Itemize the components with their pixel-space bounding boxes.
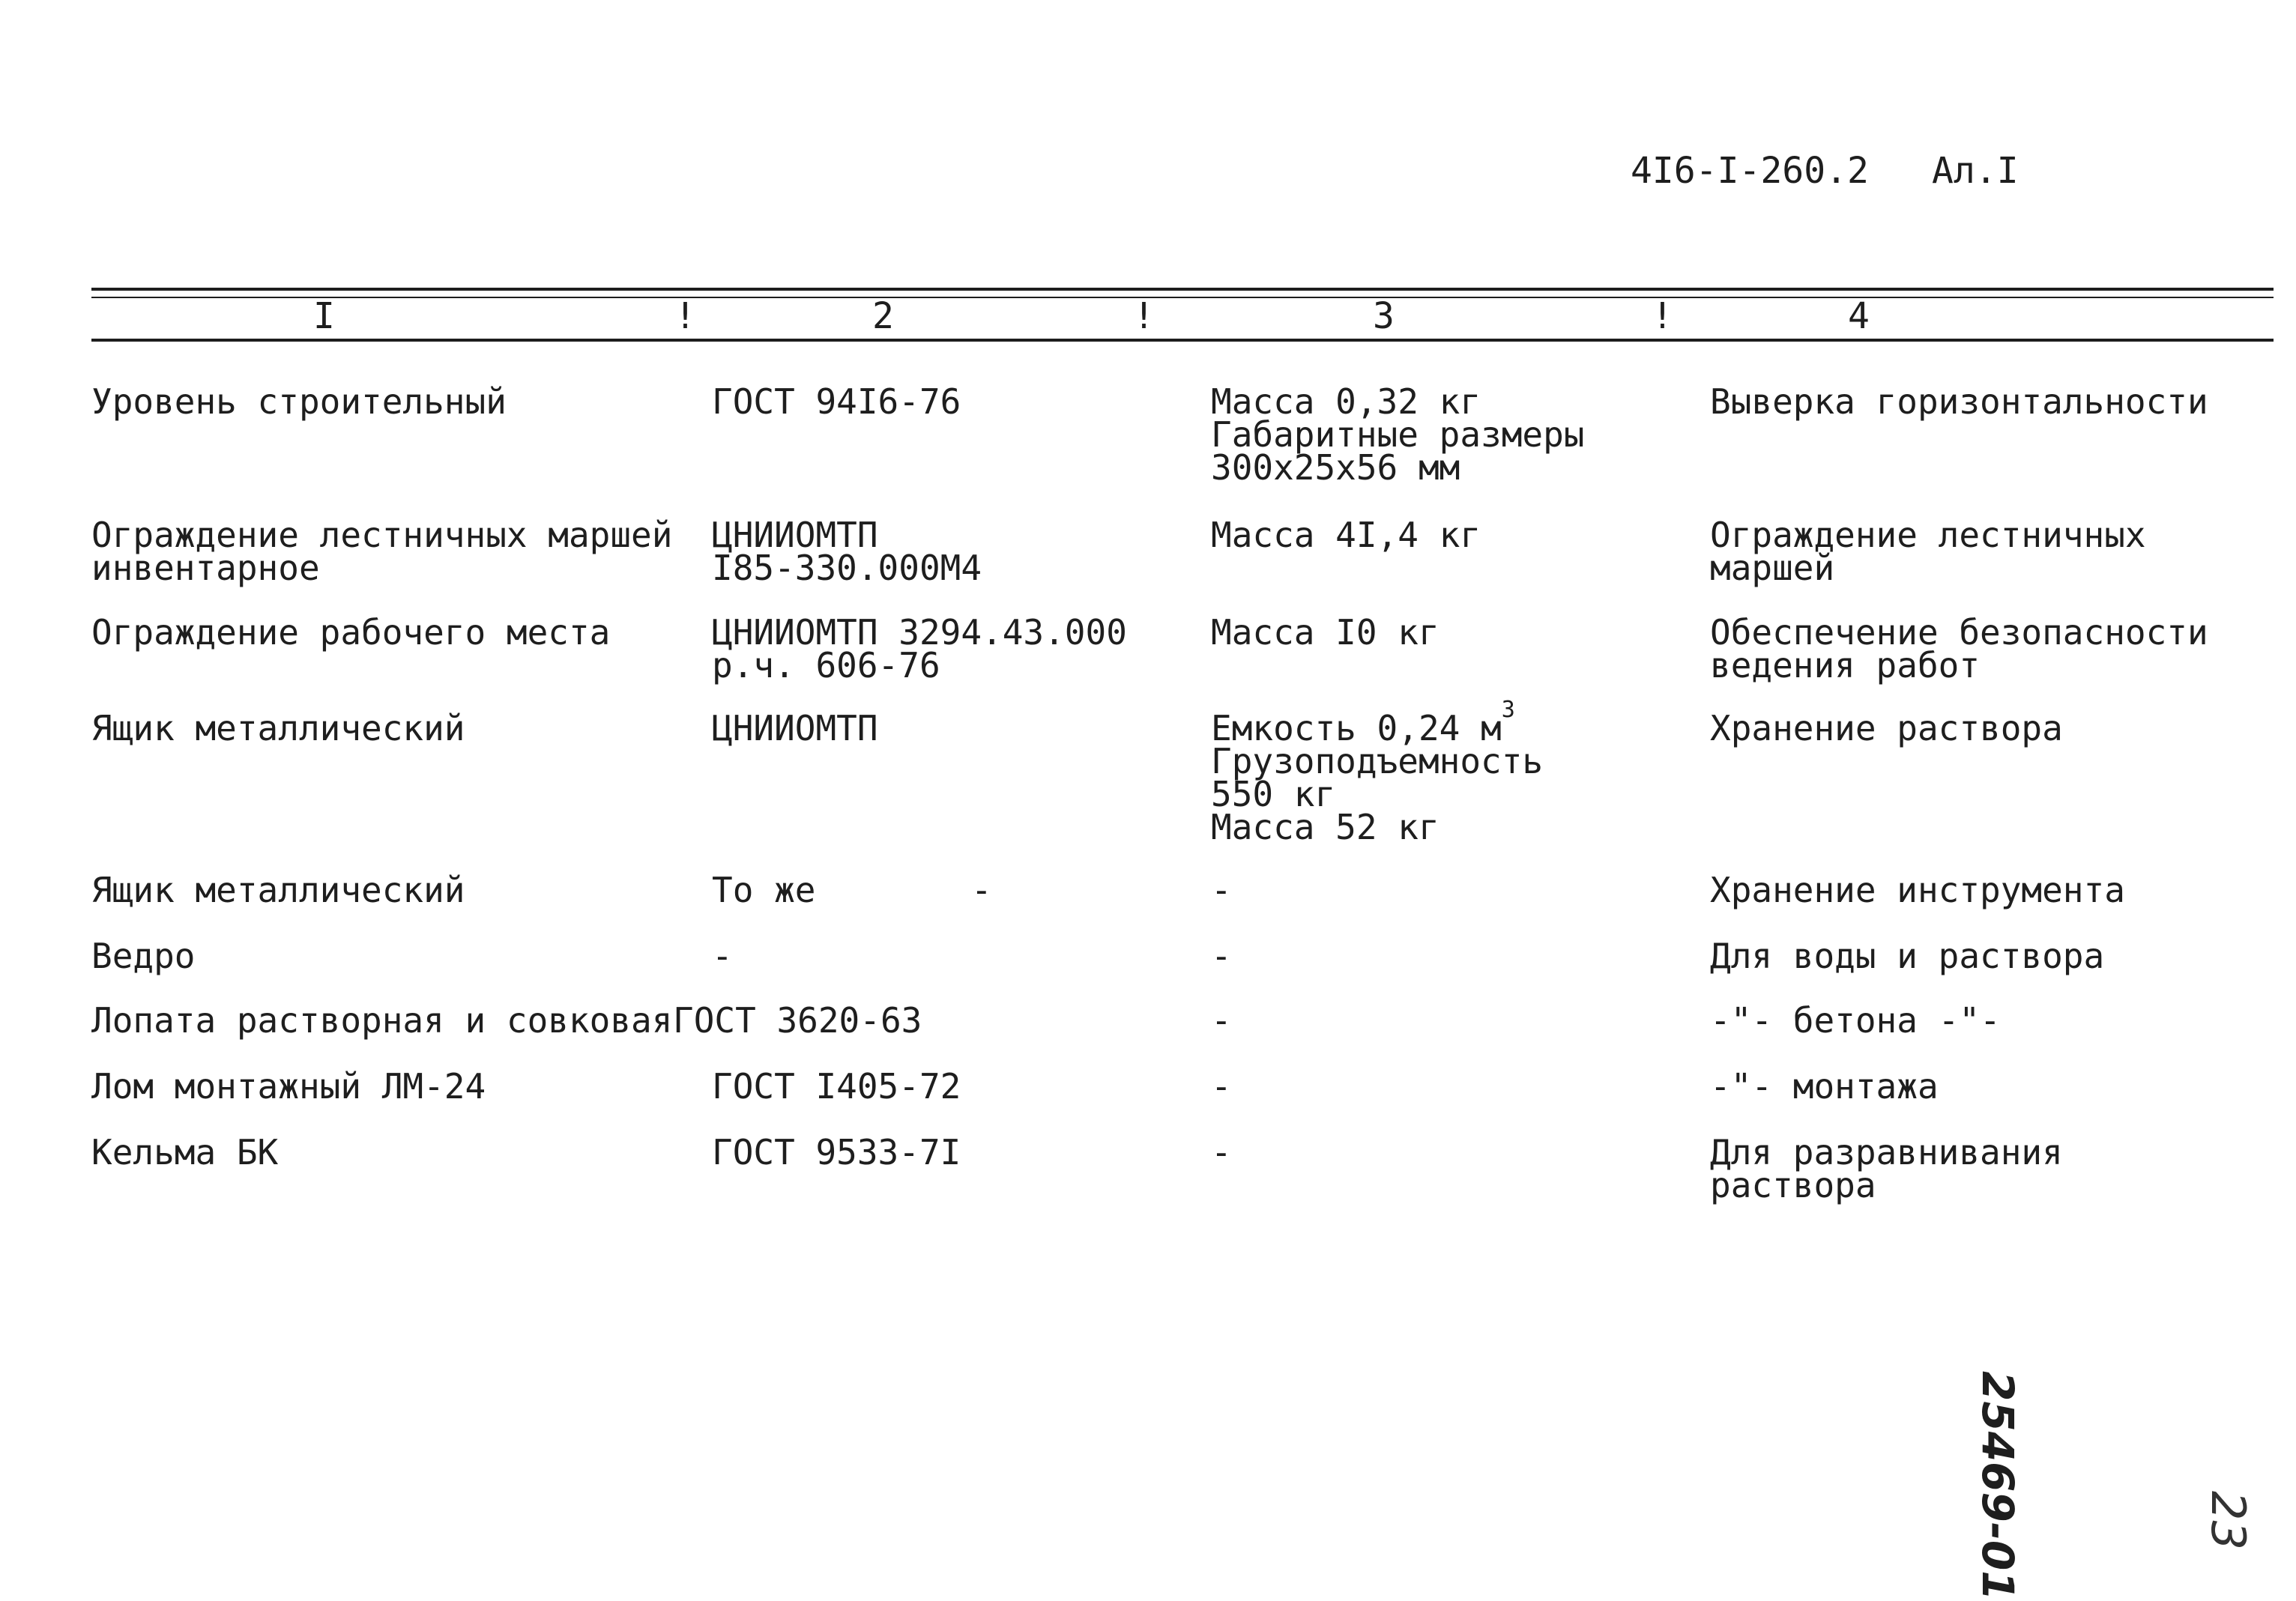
table-cell-line: маршей	[1710, 548, 1835, 588]
table-cell-line: ведения работ	[1710, 645, 1981, 686]
table-cell-line: -	[1211, 870, 1232, 910]
row-3-col-2	[712, 612, 1127, 686]
table-cell-line: I85-330.000M4	[712, 548, 982, 588]
table-cell-line: Хранение инструмента	[1710, 870, 2125, 910]
row-1-col-4	[1710, 381, 2208, 422]
row-9-col-1	[91, 1132, 279, 1172]
row-1-col-1	[91, 381, 507, 422]
row-9-col-2	[712, 1132, 961, 1172]
table-cell-line: 550 кг	[1211, 774, 1336, 814]
table-cell-line: Масса 0,32 кг	[1211, 381, 1481, 422]
row-8-col-4	[1710, 1066, 1939, 1107]
row-5-col-4	[1710, 870, 2125, 910]
row-1-col-3	[1211, 381, 1585, 488]
table-cell-line: ЦНИИОМТП 3294.43.000	[712, 612, 1127, 653]
table-cell-line: -	[1211, 936, 1232, 976]
table-cell-line: Габаритные размеры	[1211, 414, 1585, 455]
row-3-col-1	[91, 612, 611, 653]
table-cell-line: р.ч. 606-76	[712, 645, 940, 686]
row-5-col-2-dash: -	[971, 870, 992, 910]
table-cell-line: Грузоподъемность	[1211, 741, 1544, 781]
row-6-col-2	[712, 936, 733, 976]
row-4-col-3	[1211, 697, 1544, 847]
row-5-col-1	[91, 870, 465, 910]
table-cell-line: Ящик металлический	[91, 870, 465, 910]
row-3-col-3	[1211, 612, 1439, 653]
row-6-col-1	[91, 936, 196, 976]
row-2-col-4	[1710, 515, 2146, 588]
column-number-1: I	[313, 295, 335, 337]
table-cell-line: -	[1211, 1132, 1232, 1172]
row-7-col-4	[1710, 1000, 2001, 1041]
table-cell-line: Обеспечение безопасности	[1710, 612, 2208, 653]
table-cell-line: Ограждение рабочего места	[91, 612, 611, 653]
table-cell-line: ГОСТ 9533-7I	[712, 1132, 961, 1172]
table-cell-line: Ведро	[91, 936, 196, 976]
archive-number-handwritten: 25469-01	[1972, 1371, 2023, 1601]
table-cell-line: Масса 4I,4 кг	[1211, 515, 1481, 555]
table-cell-line: ЦНИИОМТП	[712, 708, 878, 748]
superscript-cubic: 3	[1501, 697, 1515, 723]
document-code: 4I6-I-260.2	[1631, 150, 1869, 192]
row-5-col-3	[1211, 870, 1232, 910]
table-cell-line: ГОСТ 94I6-76	[712, 381, 961, 422]
table-cell-line: Масса I0 кг	[1211, 612, 1439, 653]
table-cell-line: -	[1211, 1000, 1232, 1041]
row-4-col-2	[712, 708, 878, 748]
table-top-rule	[91, 288, 2274, 291]
table-cell-line: ГОСТ I405-72	[712, 1066, 961, 1107]
row-7-col-2	[673, 1000, 922, 1041]
table-cell-line: -	[712, 936, 733, 976]
row-8-col-1	[91, 1066, 486, 1107]
row-7-col-1	[91, 1000, 673, 1041]
table-header-bottom-rule	[91, 339, 2274, 342]
table-cell-line: раствора	[1710, 1165, 1876, 1205]
page-number: 23	[2201, 1491, 2256, 1550]
row-2-col-2	[712, 515, 982, 588]
table-cell-line: Выверка горизонтальности	[1710, 381, 2208, 422]
table-cell-line: Ящик металлический	[91, 708, 465, 748]
table-cell-line: -	[1211, 1066, 1232, 1107]
table-cell-line: Кельма БК	[91, 1132, 279, 1172]
table-cell-line: -"- монтажа	[1710, 1066, 1939, 1107]
table-cell-line: Масса 52 кг	[1211, 807, 1439, 847]
table-cell-line: ГОСТ 3620-63	[673, 1000, 922, 1041]
row-9-col-3	[1211, 1132, 1232, 1172]
table-cell-line: Лом монтажный ЛМ-24	[91, 1066, 486, 1107]
row-7-col-3	[1211, 1000, 1232, 1041]
sheet-label: Ал.I	[1932, 150, 2019, 192]
table-cell-line: Для воды и раствора	[1710, 936, 2105, 976]
table-cell-line: Лопата растворная и совковая	[91, 1000, 673, 1041]
table-cell-line: Для разравнивания	[1710, 1132, 2063, 1172]
column-separator: !	[1133, 295, 1155, 337]
table-top-rule-thin	[91, 297, 2274, 298]
table-cell-line	[1211, 697, 1543, 748]
row-8-col-2	[712, 1066, 961, 1107]
table-cell-line: инвентарное	[91, 548, 320, 588]
column-number-2: 2	[872, 295, 894, 337]
row-4-col-1	[91, 708, 465, 748]
row-6-col-3	[1211, 936, 1232, 976]
table-cell-line: Ограждение лестничных маршей	[91, 515, 673, 555]
row-4-col-4	[1710, 708, 2063, 748]
table-cell-line: То же	[712, 870, 816, 910]
row-3-col-4	[1710, 612, 2208, 686]
row-2-col-3	[1211, 515, 1481, 555]
table-cell-line: ЦНИИОМТП	[712, 515, 878, 555]
row-1-col-2	[712, 381, 961, 422]
table-cell-line: Уровень строительный	[91, 381, 507, 422]
row-9-col-4	[1710, 1132, 2063, 1205]
capacity-text: Емкость 0,24 м	[1211, 708, 1502, 748]
column-number-4: 4	[1848, 295, 1870, 337]
row-8-col-3	[1211, 1066, 1232, 1107]
table-cell-line: -"- бетона -"-	[1710, 1000, 2001, 1041]
row-6-col-4	[1710, 936, 2105, 976]
column-number-3: 3	[1373, 295, 1395, 337]
row-5-col-2	[712, 870, 816, 910]
table-cell-line: Ограждение лестничных	[1710, 515, 2146, 555]
column-separator: !	[674, 295, 696, 337]
row-2-col-1	[91, 515, 673, 588]
column-separator: !	[1652, 295, 1673, 337]
table-cell-line: 300x25x56 мм	[1211, 447, 1460, 488]
table-cell-line: Хранение раствора	[1710, 708, 2063, 748]
